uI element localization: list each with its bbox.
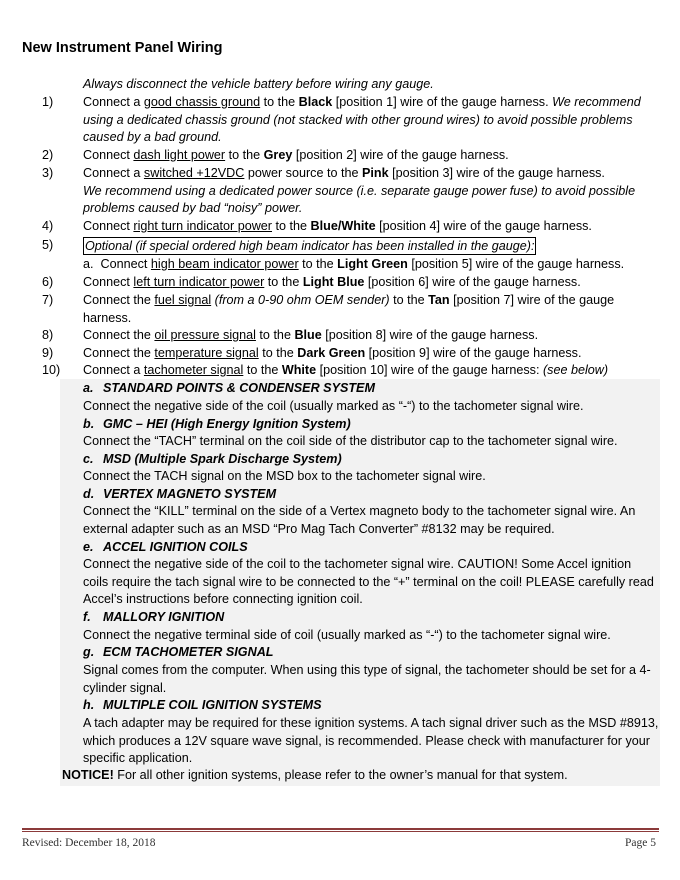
revision-date: Revised: December 18, 2018 [22,837,156,849]
step-text: Connect [83,148,134,162]
wire-color: Pink [361,166,389,180]
step-number: 5) [42,238,54,252]
step-text: Connect the [83,293,155,307]
step-text: Connect a [83,363,144,377]
step-text: Connect the [83,328,155,342]
step-number: 2) [42,148,54,162]
step-text: [position 7] wire of the gauge harness. [83,293,615,325]
step-note: (from a 0-90 ohm OEM sender) [211,293,390,307]
wire-function: dash light power [133,148,226,162]
system-text-c: Connect the TACH signal on the MSD box to the tachometer signal wire. [83,469,486,483]
page-number: Page 5 [625,837,656,849]
step-number: 6) [42,275,54,289]
wire-color: Light Green [337,257,408,271]
step-text: [position 9] wire of the gauge harness. [365,346,582,360]
step-number: 8) [42,328,54,342]
system-label: a. [83,381,94,395]
system-heading-b [83,416,351,434]
system-text-a: Connect the negative side of the coil (usually marked as “-“) to the tachometer signal wire. [83,399,584,413]
step-text: Connect a [83,166,144,180]
step-number: 9) [42,346,54,360]
system-label: b. [83,417,95,431]
step-text: to the [260,95,299,109]
system-label: f. [83,610,91,624]
system-heading-e [83,539,248,557]
step-note: We recommend using a dedicated power source (i.e. separate gauge power fuse) to avoid possible problems caused by bad “noisy” power. [83,183,636,216]
wire-function: fuel signal [154,293,212,307]
step-number: 1) [42,95,54,109]
step-note: We recommend using a dedicated chassis ground (not stacked with other ground wires) to avoid possible problems caused by a bad ground. [83,95,641,145]
wire-function: high beam indicator power [150,257,299,271]
system-name: MULTIPLE COIL IGNITION SYSTEMS [103,698,322,712]
step-text: [position 2] wire of the gauge harness. [292,148,509,162]
step-number: 3) [42,166,54,180]
wire-function: tachometer signal [143,363,244,377]
wire-color: Dark Green [297,346,366,360]
step-text: [position 10] wire of the gauge harness: [316,363,543,377]
step-text: Connect [93,257,151,271]
step-text: Connect [83,275,134,289]
system-name: ACCEL IGNITION COILS [103,540,248,554]
sub-label: a. [83,257,94,271]
notice-text: For all other ignition systems, please refer to the owner’s manual for that system. [113,768,568,782]
step-text: [position 4] wire of the gauge harness. [375,219,592,233]
system-label: c. [83,452,94,466]
system-name: MALLORY IGNITION [103,610,225,624]
system-text-g: Signal comes from the computer. When using this type of signal, the tachometer should be set for a 4-cylinder signal. [83,663,651,695]
system-text-h: A tach adapter may be required for these ignition systems. A tach signal driver such as the MSD #8913, which produces a 12V square wave signal, is recommended. Please check with manufacturer for your specific application. [83,716,659,766]
system-text-d: Connect the “KILL” terminal on the side of a Vertex magneto body to the tachometer signal wire. An external adapter such as an MSD “Pro Mag Tach Converter” #8132 may be required. [83,504,636,536]
footer-rule-thin [22,831,659,832]
wire-color: Blue/White [310,219,376,233]
wire-color: Grey [263,148,293,162]
footer-rule [22,828,659,830]
optional-box: Optional (if special ordered high beam indicator has been installed in the gauge): [85,239,535,253]
step-text: [position 3] wire of the gauge harness. [388,166,605,180]
wire-color: White [281,363,317,377]
wire-color: Blue [294,328,322,342]
wire-function: temperature signal [154,346,259,360]
step-text: to the [264,275,303,289]
system-name: GMC – HEI (High Energy Ignition System) [103,417,351,431]
wire-color: Light Blue [302,275,365,289]
system-label: h. [83,698,95,712]
battery-warning: Always disconnect the vehicle battery before wiring any gauge. [83,77,434,91]
system-heading-g [83,644,273,662]
step-text: [position 6] wire of the gauge harness. [364,275,581,289]
system-heading-a [83,380,375,398]
system-name: ECM TACHOMETER SIGNAL [103,645,274,659]
step-text: [position 1] wire of the gauge harness. [332,95,553,109]
step-text: [position 5] wire of the gauge harness. [407,257,625,271]
wire-color: Tan [428,293,450,307]
step-text: Connect a [83,95,144,109]
system-text-b: Connect the “TACH” terminal on the coil side of the distributor cap to the tachometer signal wire. [83,434,618,448]
step-text: to the [255,328,295,342]
system-text-e: Connect the negative side of the coil to the tachometer signal wire. CAUTION! Some Accel ignition coils require the tach signal wire to be connected to the “+” terminal on the coil! PLEASE carefully read Accel’s instructions before connecting ignition coil. [83,557,654,607]
system-name: STANDARD POINTS & CONDENSER SYSTEM [103,381,375,395]
system-name: VERTEX MAGNETO SYSTEM [103,487,277,501]
system-heading-f [83,609,224,627]
step-text: to the [298,257,338,271]
step-text: power source to the [244,166,362,180]
page-title: New Instrument Panel Wiring [22,40,223,56]
step-5-sub-a [83,256,624,274]
wire-function: right turn indicator power [133,219,273,233]
step-number: 4) [42,219,54,233]
step-text: to the [243,363,282,377]
step-number: 7) [42,293,54,307]
wire-function: switched +12VDC [143,166,245,180]
system-heading-d [83,486,276,504]
step-text: to the [225,148,264,162]
system-label: e. [83,540,94,554]
system-heading-h [83,697,322,715]
step-note: (see below) [542,363,609,377]
wire-function: oil pressure signal [154,328,256,342]
notice-label: NOTICE! [62,768,114,782]
wire-function: left turn indicator power [133,275,265,289]
step-text: [position 8] wire of the gauge harness. [321,328,539,342]
step-text: Connect the [83,346,155,360]
wire-function: good chassis ground [143,95,261,109]
system-text-f: Connect the negative terminal side of coil (usually marked as “-“) to the tachometer signal wire. [83,628,611,642]
system-label: g. [83,645,95,659]
system-name: MSD (Multiple Spark Discharge System) [103,452,342,466]
step-text: to the [258,346,298,360]
system-label: d. [83,487,95,501]
step-text: to the [272,219,311,233]
step-text: Connect [83,219,134,233]
wire-color: Black [298,95,333,109]
step-number: 10) [42,363,61,377]
step-text: to the [389,293,429,307]
notice [62,767,568,785]
system-heading-c [83,451,342,469]
